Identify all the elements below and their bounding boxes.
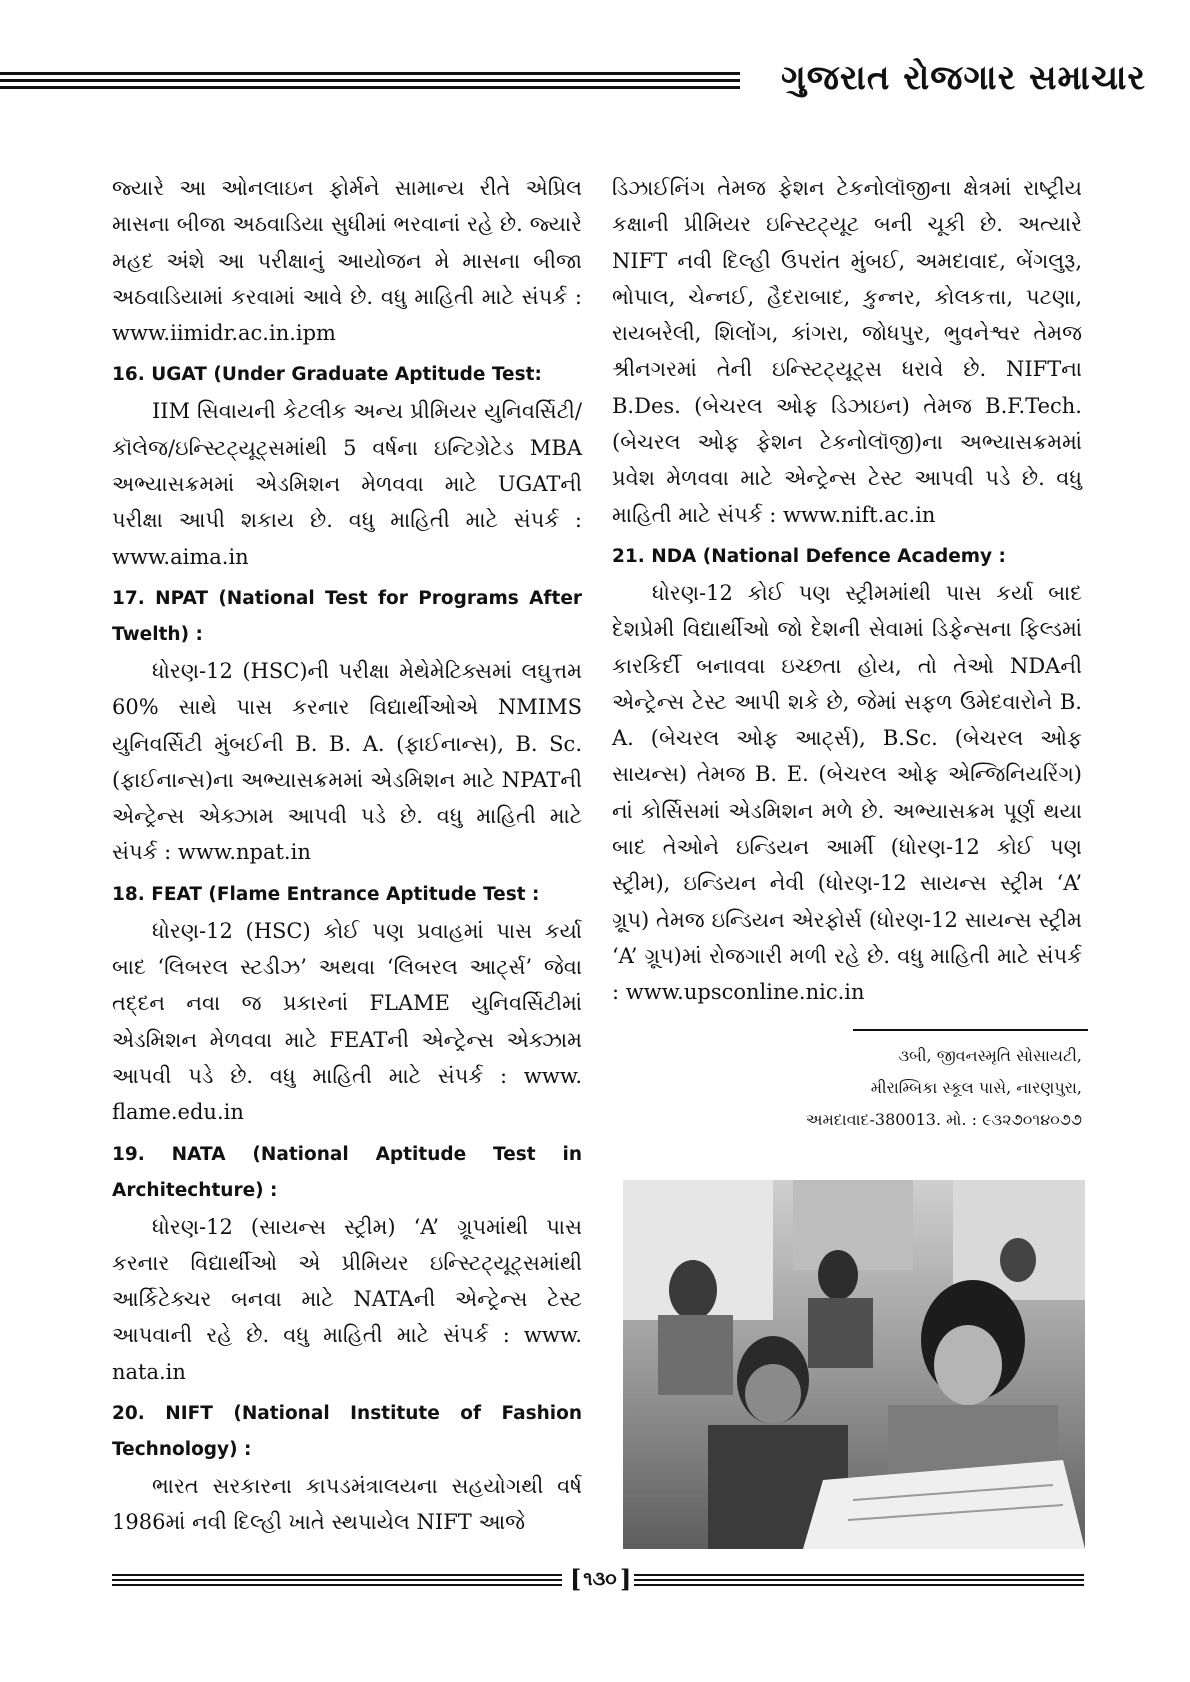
author-address (806, 1040, 1082, 1136)
address-line: મીરામ્બિકા સ્કૂલ પાસે, નારણપુરા, (870, 1078, 1082, 1097)
address-divider (853, 1029, 1088, 1031)
footer-bracket-right: ] (620, 1564, 632, 1593)
section-21-body: ધોરણ-12 કોઈ પણ સ્ટ્રીમમાંથી પાસ કર્યા બાદ દેશપ્રેમી વિદ્યાર્થીઓ જો દેશની સેવામાં ડિફેન્સના ફિલ્ડમાં કારકિર્દી બનાવવા ઇચ્છતા હોય, તો તેઓ NDAની એન્ટ્રેન્સ ટેસ્ટ આપી શકે છે, જેમાં સફળ ઉમેદવારોને B. A. (બેચરલ ઓફ આર્ટ્સ), B.Sc. (બેચરલ ઓફ સાયન્સ) તેમજ B. E. (બેચરલ ઓફ એન્જિનિયરિંગ) નાં કોર્સિસમાં એડમિશન મળે છે. અભ્યાસક્રમ પૂર્ણ થયા બાદ તેઓને ઇન્ડિયન આર્મી (ધોરણ-12 કોઈ પણ સ્ટ્રીમ), ઇન્ડિયન નેવી (ધોરણ-12 સાયન્સ સ્ટ્રીમ ‘A’ ગ્રૂપ) તેમજ ઇન્ડિયન એરફોર્સ (ધોરણ-12 સાયન્સ સ્ટ્રીમ ‘A’ ગ્રૂપ)માં રોજગારી મળી રહે છે. વધુ માહિતી માટે સંપર્ક : www.upsconline.nic.in (612, 580, 1082, 1005)
address-line: ૩બી, જીવનસ્મૃતિ સોસાયટી, (898, 1046, 1082, 1065)
section-17-body: ધોરણ-12 (HSC)ની પરીક્ષા મેથેમેટિક્સમાં લઘુત્તમ 60% સાથે પાસ કરનાર વિદ્યાર્થીઓએ NMIMS યુનિવર્સિટી મુંબઈની B. B. A. (ફાઈનાન્સ), B. Sc. (ફાઈનાન્સ)ના અભ્યાસક્રમમાં એડમિશન માટે NPATની એન્ટ્રેન્સ એક્ઝામ આપવી પડે છે. વધુ માહિતી માટે સંપર્ક : www.npat.in (112, 658, 582, 865)
section-20-heading: 20. NIFT (National Institute of Fashion Technology) : (112, 1403, 582, 1461)
footer-rule-right (634, 1574, 1084, 1589)
students-exam-photo (623, 1180, 1085, 1549)
section-19-heading: 19. NATA (National Aptitude Test in Architechture) : (112, 1143, 582, 1201)
section-16-body: IIM સિવાયની કેટલીક અન્ય પ્રીમિયર યુનિવર્સિટી/ કૉલેજ/ઇન્સ્ટિટ્યૂટ્સમાંથી 5 વર્ષના ઇન્ટિગ્રેટેડ MBA અભ્યાસક્રમમાં એડમિશન મેળવવા માટે UGATની પરીક્ષા આપી શકાય છે. વધુ માહિતી માટે સંપર્ક : www.aima.in (112, 399, 582, 569)
section-20-body: ભારત સરકારના કાપડમંત્રાલયના સહયોગથી વર્ષ 1986માં નવી દિલ્હી ખાતે સ્થપાયેલ NIFT આજે (112, 1474, 582, 1535)
intro-paragraph: જ્યારે આ ઓનલાઇન ફોર્મને સામાન્ય રીતે એપ્રિલ માસના બીજા અઠવાડિયા સુધીમાં ભરવાનાં રહે છે. જ્યારે મહદ અંશે આ પરીક્ષાનું આયોજન મે માસના બીજા અઠવાડિયામાં કરવામાં આવે છે. વધુ માહિતી માટે સંપર્ક : www.iimidr.ac.in.ipm (112, 176, 582, 346)
masthead-rule (0, 72, 740, 93)
left-column (112, 170, 582, 1541)
section-19-body: ધોરણ-12 (સાયન્સ સ્ટ્રીમ) ‘A’ ગ્રૂપમાંથી પાસ કરનાર વિદ્યાર્થીઓ એ પ્રીમિયર ઇન્સ્ટિટ્યૂટ્સમાંથી આર્કિટેક્ચર બનવા માટે NATAની એન્ટ્રેન્સ ટેસ્ટ આપવાની રહે છે. વધુ માહિતી માટે સંપર્ક : www. nata.in (112, 1214, 582, 1384)
section-20-continued: ડિઝાઈનિંગ તેમજ ફેશન ટેકનોલૉજીના ક્ષેત્રમાં રાષ્ટ્રીય કક્ષાની પ્રીમિયર ઇન્સ્ટિટ્યૂટ બની ચૂકી છે. અત્યારે NIFT નવી દિલ્હી ઉપરાંત મુંબઈ, અમદાવાદ, બેંગલુરૂ, ભોપાલ, ચેન્નઈ, હૈદરાબાદ, કુન્નર, કોલકત્તા, પટણા, રાયબરેલી, શિલોંગ, કાંગરા, જોધપુર, ભુવનેશ્વર તેમજ શ્રીનગરમાં તેની ઇન્સ્ટિટ્યૂટ્સ ધરાવે છે. NIFTના B.Des. (બેચરલ ઓફ ડિઝાઇન) તેમજ B.F.Tech. (બેચરલ ઓફ ફેશન ટેકનોલૉજી)ના અભ્યાસક્રમમાં પ્રવેશ મેળવવા માટે એન્ટ્રેન્સ ટેસ્ટ આપવી પડે છે. વધુ માહિતી માટે સંપર્ક : www.nift.ac.in (612, 176, 1082, 527)
section-16-heading: 16. UGAT (Under Graduate Aptitude Test: (112, 364, 542, 386)
page-footer (112, 1564, 1084, 1594)
section-18-heading: 18. FEAT (Flame Entrance Aptitude Test : (112, 883, 540, 905)
footer-bracket-left: [ (570, 1564, 582, 1593)
masthead (0, 54, 1190, 114)
page-number: ૧૩૦ (583, 1568, 617, 1590)
section-18-body: ધોરણ-12 (HSC) કોઈ પણ પ્રવાહમાં પાસ કર્યા બાદ ‘લિબરલ સ્ટડીઝ’ અથવા ‘લિબરલ આર્ટ્સ’ જેવા તદ્દન નવા જ પ્રકારનાં FLAME યુનિવર્સિટીમાં એડમિશન મેળવવા માટે FEATની એન્ટ્રેન્સ એક્ઝામ આપવી પડે છે. વધુ માહિતી માટે સંપર્ક : www. flame.edu.in (112, 918, 582, 1125)
publication-title: ગુજરાત રોજગાર સમાચાર (780, 58, 1146, 98)
right-column (612, 170, 1082, 1011)
footer-rule-left (112, 1574, 562, 1589)
address-line: અમદાવાદ-380013. મો. : ૯૩૨૭૦૧૪૦૭૭ (805, 1110, 1082, 1129)
section-21-heading: 21. NDA (National Defence Academy : (612, 545, 1006, 567)
section-17-heading: 17. NPAT (National Test for Programs After Twelth) : (112, 587, 582, 645)
